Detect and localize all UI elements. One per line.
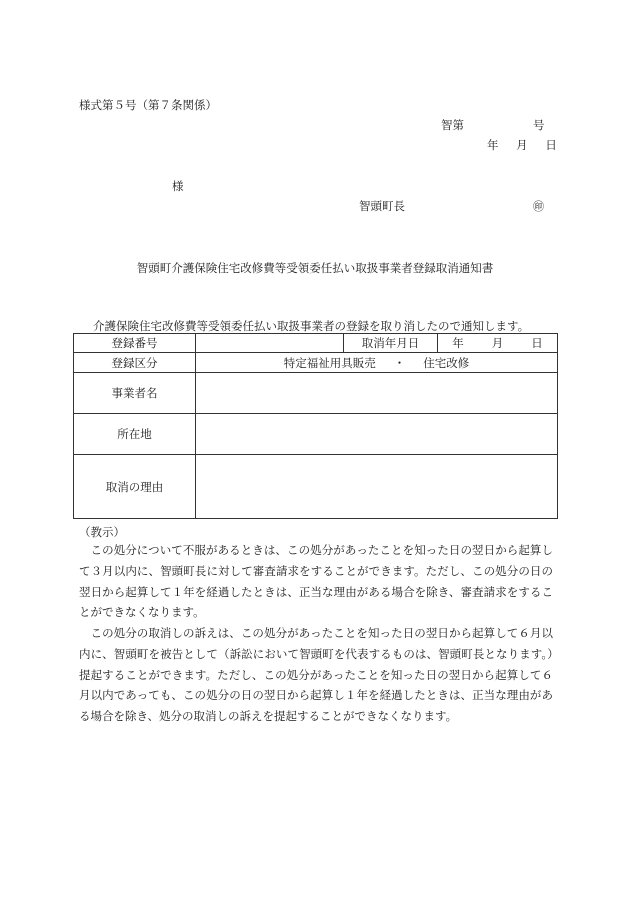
issue-date — [487, 137, 557, 153]
category-label: 登録区分 — [74, 353, 196, 373]
issue-date-month: 月 — [516, 138, 528, 152]
cancellation-date-label: 取消年月日 — [344, 334, 438, 353]
instruction-paragraph-lawsuit: この処分の取消しの訴えは、この処分があったことを知った日の翌日から起算して６月以内に、智頭町を被告として（訴訟において智頭町を代表するものは、智頭町長となります。）提起することができます。ただし、この処分があったことを知った日の翌日から起算して６月以内であっても、この処分の日の翌日から起算し１年を経過したときは、正当な理由がある場合を除き、処分の取消しの訴えを提起することができなくなります。 — [79, 626, 553, 724]
reason-label: 取消の理由 — [74, 455, 196, 519]
instruction-paragraph-review: この処分について不服があるときは、この処分があったことを知った日の翌日から起算して３月以内に、智頭町長に対して審査請求をすることができます。ただし、この処分の日の翌日から起算して１年を経過したときは、正当な理由がある場合を除き、審査請求をすることができなくなります。 — [79, 543, 553, 620]
category-value[interactable] — [196, 353, 558, 373]
form-number: 様式第５号（第７条関係） — [79, 98, 217, 112]
business-name-label: 事業者名 — [74, 373, 196, 414]
location-label: 所在地 — [74, 414, 196, 455]
cancellation-date-day: 日 — [531, 336, 543, 350]
table-row — [74, 334, 558, 353]
location-value[interactable] — [196, 414, 558, 455]
registration-number-label: 登録番号 — [74, 334, 196, 353]
business-name-value[interactable] — [196, 373, 558, 414]
cancellation-date-month: 月 — [491, 336, 504, 350]
document-number-label: 智第 — [441, 118, 464, 132]
category-separator: ・ — [393, 355, 406, 370]
cancellation-table — [73, 333, 558, 519]
document-number-suffix: 号 — [533, 118, 545, 132]
table-row — [74, 353, 558, 373]
issue-date-day: 日 — [545, 138, 557, 152]
table-row — [74, 373, 558, 414]
issue-date-year: 年 — [487, 138, 499, 152]
category-option-welfare-equipment: 特定福祉用具販売 — [283, 355, 376, 370]
category-option-home-renovation: 住宅改修 — [423, 355, 470, 370]
addressee-honorific: 様 — [172, 179, 184, 193]
cancellation-date-value[interactable] — [438, 334, 558, 353]
instruction-heading: （教示） — [79, 525, 125, 539]
seal-mark: ㊞ — [533, 200, 544, 213]
table-row — [74, 455, 558, 519]
document-title: 智頭町介護保険住宅改修費等受領委任払い取扱事業者登録取消通知書 — [136, 261, 494, 275]
registration-number-value[interactable] — [196, 334, 344, 353]
intro-text: 介護保険住宅改修費等受領委任払い取扱事業者の登録を取り消したので通知します。 — [93, 319, 530, 333]
sender-title: 智頭町長 — [359, 199, 405, 213]
cancellation-date-year: 年 — [452, 336, 464, 350]
table-row — [74, 414, 558, 455]
reason-value[interactable] — [196, 455, 558, 519]
